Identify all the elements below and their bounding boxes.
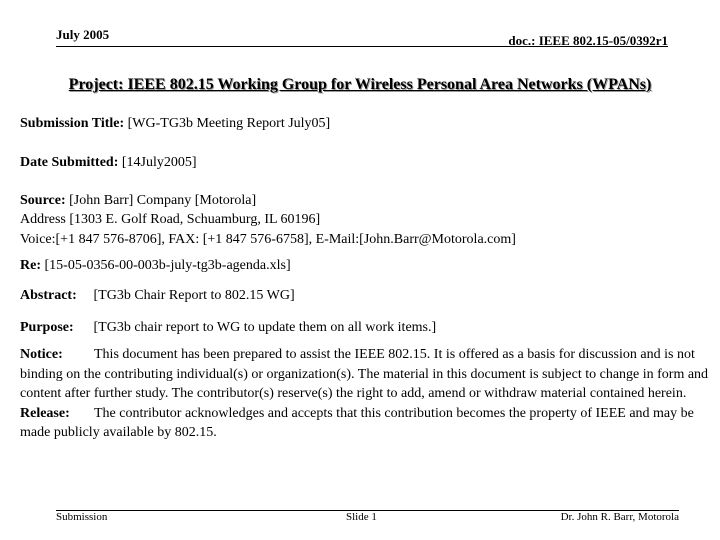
re-row [20,258,291,274]
notice-text: This document has been prepared to assist the IEEE 802.15. It is offered as a basis for discussion and is not binding on the contributing individual(s) or organization(s). The material in this document is subject to change in form and content after further study. The contributor(s) reserve(s) the right to add, amend or withdraw material contained herein. [20,347,709,401]
abstract-value: [TG3b Chair Report to 802.15 WG] [93,288,295,303]
notice-block [20,345,716,443]
source-address: Address [1303 E. Golf Road, Schuamburg, IL 60196] [20,212,321,227]
re-label: Re: [20,258,41,273]
purpose-value: [TG3b chair report to WG to update them on all work items.] [93,320,437,335]
source-value: [John Barr] Company [Motorola] [69,193,257,208]
date-submitted-row [20,155,197,171]
source-row [20,193,256,209]
notice-label: Notice: [20,347,63,362]
header-date: July 2005 [56,27,110,42]
page-title: Project: IEEE 802.15 Working Group for Wireless Personal Area Networks (WPANs) [68,76,652,93]
footer-submission: Submission [56,511,108,523]
source-label: Source: [20,193,66,208]
submission-title-label: Submission Title: [20,116,125,131]
abstract-row [20,288,295,304]
date-submitted-label: Date Submitted: [20,155,119,170]
header-divider [56,46,668,47]
re-value: [15-05-0356-00-003b-july-tg3b-agenda.xls] [44,258,291,273]
date-submitted-value: [14July2005] [121,155,197,170]
header-doc-id: doc.: IEEE 802.15-05/0392r1 [508,33,668,48]
submission-title-value: [WG-TG3b Meeting Report July05] [127,116,331,131]
abstract-label: Abstract: [20,288,77,303]
footer-author: Dr. John R. Barr, Motorola [560,511,679,523]
submission-title-row [20,116,330,132]
release-label: Release: [20,405,70,421]
source-contact: Voice:[+1 847 576-8706], FAX: [+1 847 576-6758], E-Mail:[John.Barr@Motorola.com] [20,232,516,247]
purpose-row [20,320,436,336]
release-text: The contributor acknowledges and accepts that this contribution becomes the property of IEEE and may be made publicly available by 802.15. [20,405,694,440]
purpose-label: Purpose: [20,320,74,335]
footer-slide-number: Slide 1 [346,511,377,523]
